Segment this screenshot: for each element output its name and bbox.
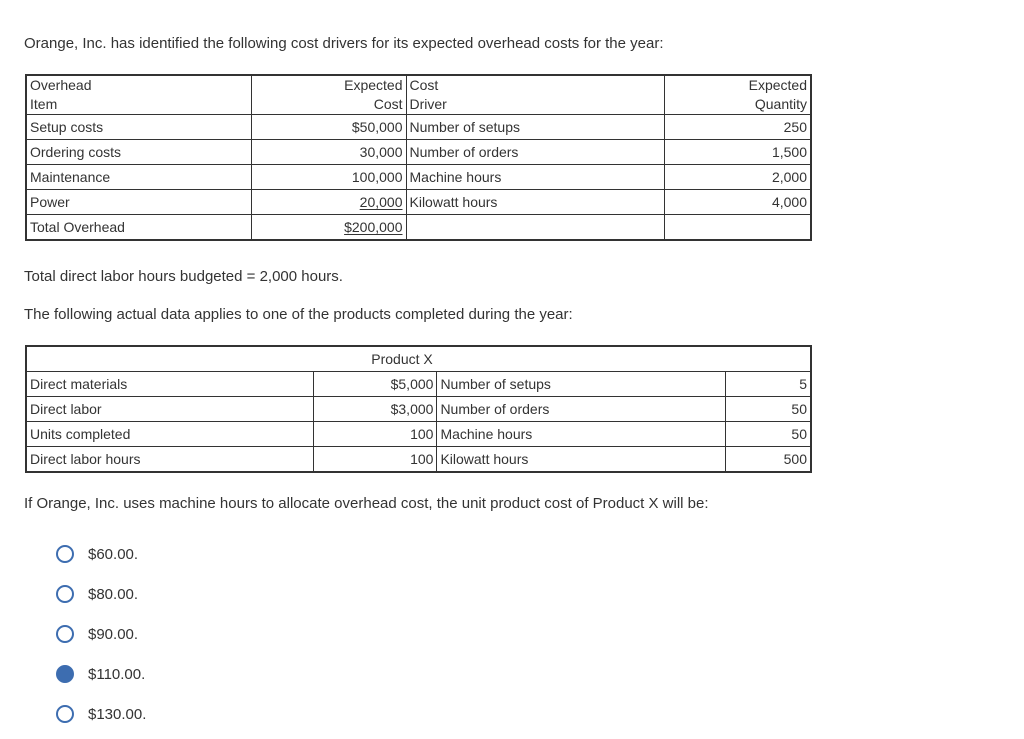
cell-driver: Number of orders bbox=[437, 397, 725, 422]
cell-quantity: 50 bbox=[725, 397, 811, 422]
header-cost-driver bbox=[406, 75, 664, 115]
cell-total-label: Total Overhead bbox=[26, 215, 251, 241]
option-label: $80.00. bbox=[88, 585, 139, 603]
radio-circle-icon[interactable] bbox=[56, 625, 74, 643]
cell-empty bbox=[725, 346, 811, 372]
cell-quantity: 50 bbox=[725, 422, 811, 447]
cell-item: Direct labor bbox=[26, 397, 313, 422]
option-label: $110.00. bbox=[88, 665, 146, 683]
header-product-x: Product X bbox=[313, 346, 725, 372]
header-text: Quantity bbox=[754, 96, 807, 112]
labor-hours-note: Total direct labor hours budgeted = 2,000 hours. bbox=[24, 268, 343, 285]
cell-driver: Machine hours bbox=[406, 165, 664, 190]
cell-driver: Number of orders bbox=[406, 140, 664, 165]
cell-empty bbox=[406, 215, 664, 241]
cell-item: Units completed bbox=[26, 422, 313, 447]
cell-quantity: 1,500 bbox=[664, 140, 811, 165]
question-text: If Orange, Inc. uses machine hours to allocate overhead cost, the unit product cost of Product X will be: bbox=[24, 495, 709, 512]
answer-option-60[interactable] bbox=[56, 542, 138, 566]
header-text: Cost bbox=[409, 77, 439, 93]
cell-quantity: 2,000 bbox=[664, 165, 811, 190]
answer-option-130[interactable] bbox=[56, 702, 146, 726]
cell-quantity: 500 bbox=[783, 451, 807, 467]
cell-value: $3,000 bbox=[313, 397, 437, 422]
cell-cost: 100,000 bbox=[251, 165, 406, 190]
cell-cost: 30,000 bbox=[251, 140, 406, 165]
cell-driver: Number of setups bbox=[437, 372, 725, 397]
overhead-cost-table bbox=[25, 74, 812, 241]
cell-item: Setup costs bbox=[26, 115, 251, 140]
table-row bbox=[26, 165, 811, 190]
cell-driver: Machine hours bbox=[437, 422, 725, 447]
cell-cost bbox=[251, 190, 406, 215]
header-text: Cost bbox=[373, 96, 403, 112]
answer-option-90[interactable] bbox=[56, 622, 138, 646]
table-row bbox=[26, 140, 811, 165]
header-text: Overhead bbox=[30, 77, 92, 93]
product-x-table bbox=[25, 345, 812, 473]
table-row bbox=[26, 115, 811, 140]
total-cost-value: $200,000 bbox=[344, 219, 403, 235]
table-header-row bbox=[26, 346, 811, 372]
radio-filled-icon[interactable] bbox=[56, 665, 74, 683]
cell-item: Power bbox=[26, 190, 251, 215]
cell-quantity: 5 bbox=[725, 372, 811, 397]
header-expected-quantity bbox=[664, 75, 811, 115]
header-expected-cost bbox=[251, 75, 406, 115]
cell-value: 100 bbox=[313, 422, 437, 447]
radio-circle-icon[interactable] bbox=[56, 705, 74, 723]
answer-option-80[interactable] bbox=[56, 582, 138, 606]
table-row bbox=[26, 422, 811, 447]
cell-quantity: 4,000 bbox=[664, 190, 811, 215]
actual-data-note: The following actual data applies to one of the products completed during the year: bbox=[24, 306, 573, 323]
cell-driver: Kilowatt hours bbox=[437, 447, 725, 473]
cell-empty bbox=[664, 215, 811, 241]
cell-driver: Kilowatt hours bbox=[406, 190, 664, 215]
table-row bbox=[26, 372, 811, 397]
cell-value: 100 bbox=[313, 447, 437, 473]
table-row bbox=[26, 190, 811, 215]
option-label: $90.00. bbox=[88, 625, 139, 643]
cell-empty bbox=[26, 346, 313, 372]
table-row bbox=[26, 447, 811, 473]
cell-item: Ordering costs bbox=[26, 140, 251, 165]
table-row bbox=[26, 397, 811, 422]
cell-total-cost bbox=[251, 215, 406, 241]
intro-text: Orange, Inc. has identified the following cost drivers for its expected overhead costs for the year: bbox=[24, 35, 664, 52]
total-row bbox=[26, 215, 811, 241]
cell-cost: $50,000 bbox=[251, 115, 406, 140]
cell-value: $5,000 bbox=[313, 372, 437, 397]
cell-item: Direct materials bbox=[26, 372, 313, 397]
header-text: Item bbox=[30, 96, 58, 112]
cell-item: Direct labor hours bbox=[26, 447, 313, 473]
header-overhead-item bbox=[26, 75, 251, 115]
table-header-row bbox=[26, 75, 811, 115]
option-label: $130.00. bbox=[88, 705, 147, 723]
radio-circle-icon[interactable] bbox=[56, 585, 74, 603]
answer-option-110[interactable] bbox=[56, 662, 145, 686]
cell-item: Maintenance bbox=[26, 165, 251, 190]
header-text: Expected bbox=[344, 77, 403, 93]
cell-cost-value: 20,000 bbox=[359, 194, 403, 210]
header-text: Expected bbox=[748, 77, 807, 93]
header-text: Driver bbox=[409, 96, 447, 112]
option-label: $60.00. bbox=[88, 545, 139, 563]
cell-driver: Number of setups bbox=[406, 115, 664, 140]
radio-circle-icon[interactable] bbox=[56, 545, 74, 563]
cell-quantity: 250 bbox=[664, 115, 811, 140]
